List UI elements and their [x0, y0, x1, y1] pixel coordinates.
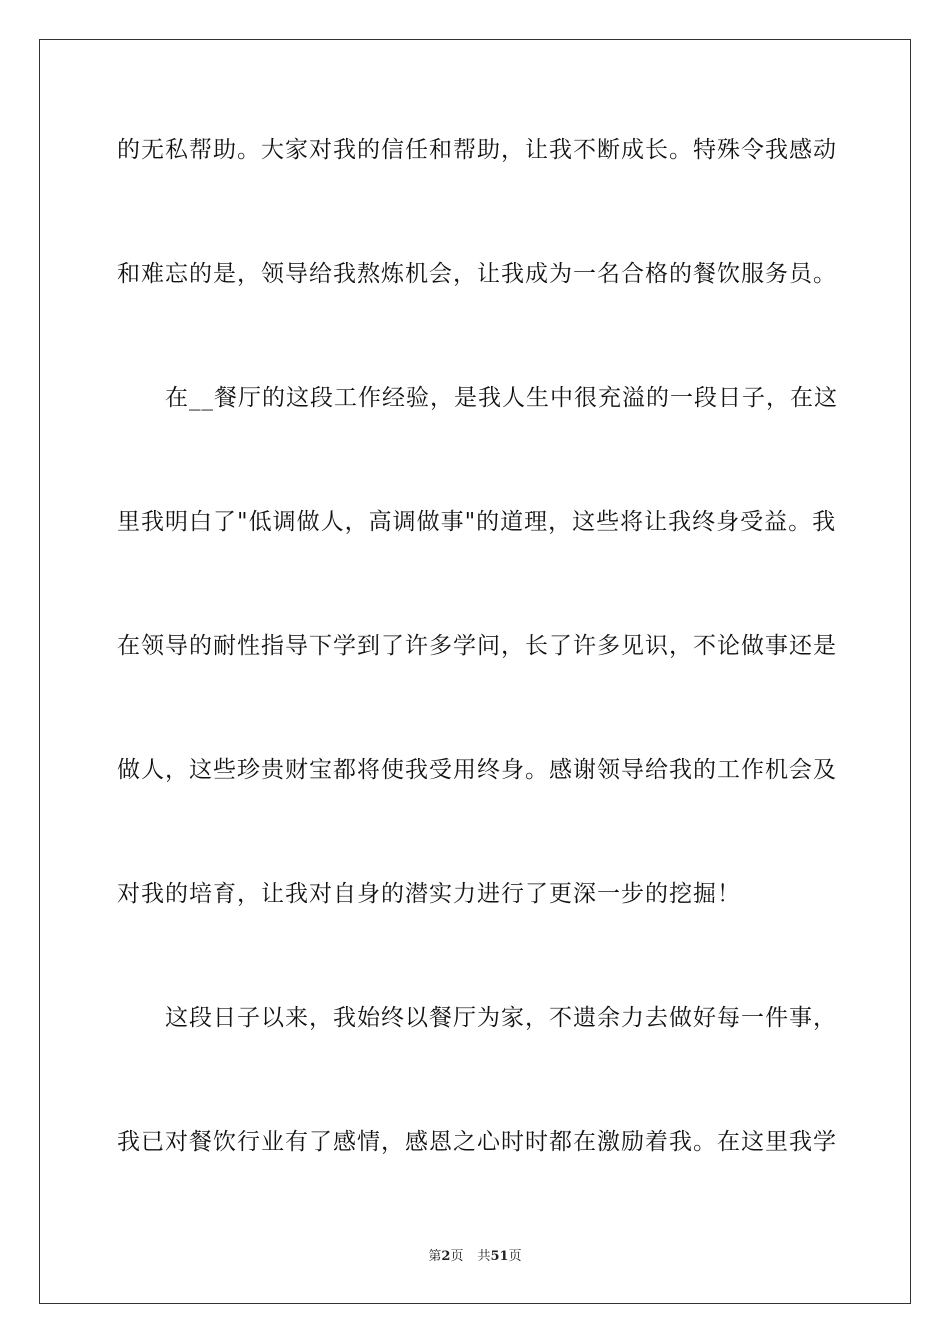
text-line-5: 在领导的耐性指导下学到了许多学问，长了许多见识，不论做事还是 [117, 633, 837, 659]
text-line-6: 做人，这些珍贵财宝都将使我受用终身。感谢领导给我的工作机会及 [117, 757, 837, 783]
text-line-2: 和难忘的是，领导给我熬炼机会，让我成为一名合格的餐饮服务员。 [117, 261, 837, 287]
text-line-1: 的无私帮助。大家对我的信任和帮助，让我不断成长。特殊令我感动 [117, 137, 837, 163]
page-prefix: 第 [428, 1249, 442, 1264]
total-prefix: 共 [477, 1249, 491, 1264]
total-pages: 51 [490, 1249, 509, 1264]
total-suffix: 页 [508, 1249, 522, 1264]
page-number: 2 [441, 1249, 451, 1264]
text-line-4: 里我明白了"低调做人，高调做事"的道理，这些将让我终身受益。我 [117, 509, 837, 535]
page-frame [39, 39, 911, 1304]
page-suffix: 页 [450, 1249, 464, 1264]
paragraph-start-line-3: 在__餐厅的这段工作经验，是我人生中很充溢的一段日子，在这 [165, 385, 838, 411]
text-line-7: 对我的培育，让我对自身的潜实力进行了更深一步的挖掘！ [117, 881, 741, 907]
paragraph-start-line-8: 这段日子以来，我始终以餐厅为家，不遗余力去做好每一件事， [165, 1005, 837, 1031]
text-line-9: 我已对餐饮行业有了感情，感恩之心时时都在激励着我。在这里我学 [117, 1129, 837, 1155]
page-footer [0, 1248, 950, 1266]
